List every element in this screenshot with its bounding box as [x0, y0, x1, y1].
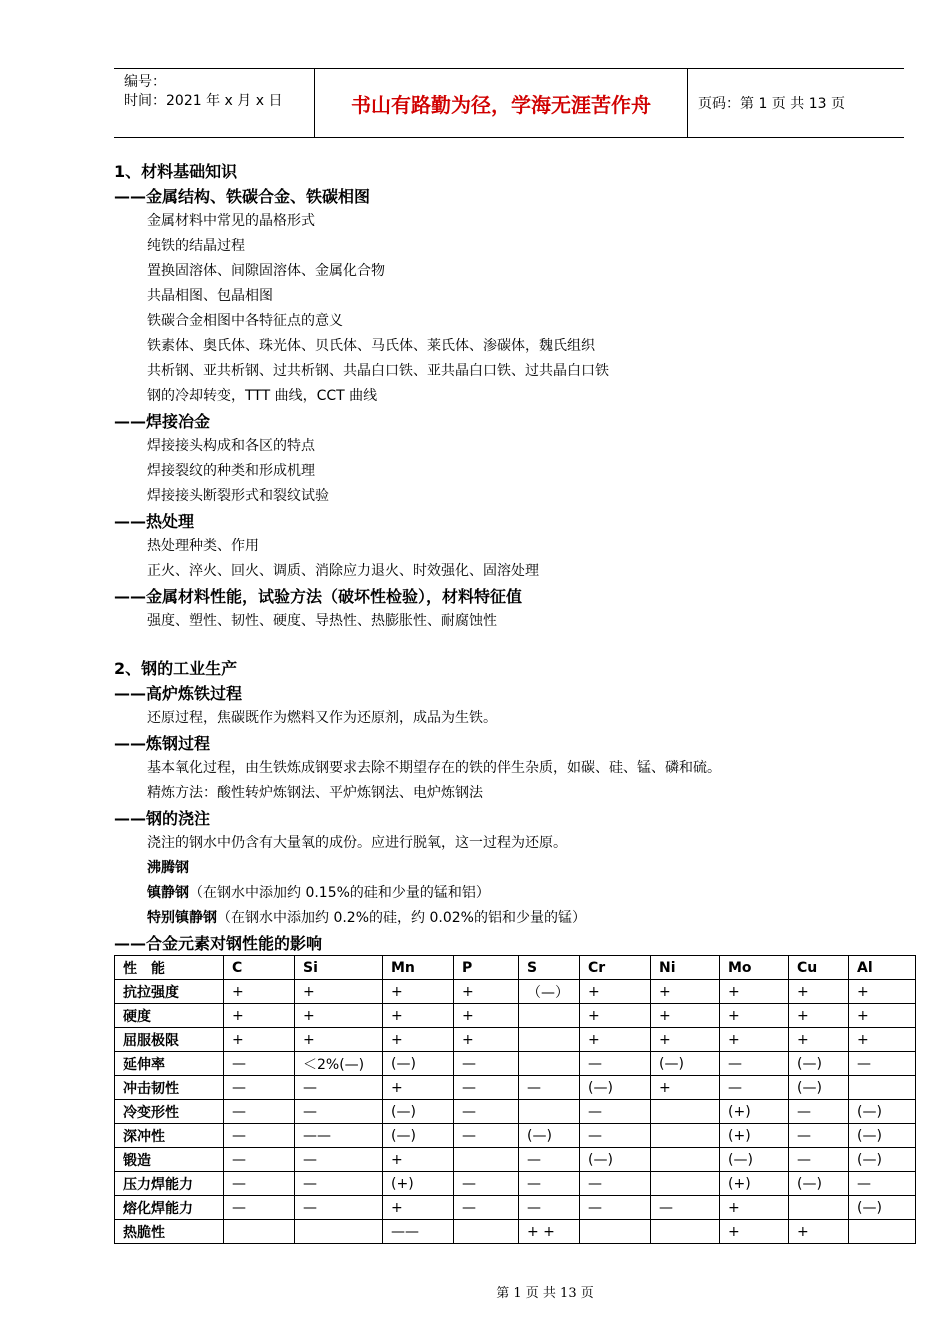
table-cell: ——	[383, 1220, 454, 1244]
page-footer: 第 1 页 共 13 页	[496, 1286, 594, 1301]
table-cell: (—)	[383, 1124, 454, 1148]
table-cell: (—)	[580, 1148, 651, 1172]
table-row	[115, 1196, 916, 1220]
table-cell: +	[651, 1028, 720, 1052]
killed-steel-note: （在钢水中添加约 0.15%的硅和少量的锰和铝）	[189, 885, 490, 901]
table-header-cell: 性 能	[115, 956, 224, 980]
table-cell: (—)	[519, 1124, 580, 1148]
table-cell: +	[720, 1220, 789, 1244]
table-header-cell: P	[454, 956, 519, 980]
list-item: 基本氧化过程，由生铁炼成钢要求去除不期望存在的铁的伴生杂质，如碳、硅、锰、磷和硫。	[147, 760, 721, 776]
table-cell	[454, 1148, 519, 1172]
table-cell: +	[383, 1004, 454, 1028]
list-item: 金属材料中常见的晶格形式	[147, 213, 315, 229]
table-cell: —	[224, 1124, 295, 1148]
table-cell: —	[519, 1148, 580, 1172]
list-item: 铁素体、奥氏体、珠光体、贝氏体、马氏体、莱氏体、渗碳体，魏氏组织	[147, 338, 595, 354]
table-cell	[295, 1220, 383, 1244]
table-row	[115, 1148, 916, 1172]
table-row-label: 延伸率	[115, 1052, 224, 1076]
table-cell: +	[580, 1028, 651, 1052]
table-cell: + +	[519, 1220, 580, 1244]
list-item: 精炼方法：酸性转炉炼钢法、平炉炼钢法、电炉炼钢法	[147, 785, 483, 801]
table-cell	[519, 1004, 580, 1028]
header-meta	[114, 69, 314, 137]
table-cell	[454, 1220, 519, 1244]
list-item: 浇注的钢水中仍含有大量氧的成份。应进行脱氧，这一过程为还原。	[147, 835, 567, 851]
table-header-cell: S	[519, 956, 580, 980]
table-cell: —	[519, 1076, 580, 1100]
table-cell: +	[651, 980, 720, 1004]
table-cell: +	[383, 980, 454, 1004]
list-item: 置换固溶体、间隙固溶体、金属化合物	[147, 263, 385, 279]
table-cell	[651, 1124, 720, 1148]
table-cell: ＜2%(—)	[295, 1052, 383, 1076]
table-cell: +	[454, 980, 519, 1004]
table-cell: +	[720, 1028, 789, 1052]
table-cell: —	[224, 1052, 295, 1076]
table-cell: +	[789, 1004, 849, 1028]
page-header	[114, 68, 904, 138]
spacer	[114, 634, 914, 657]
table-cell	[789, 1196, 849, 1220]
table-cell: —	[580, 1100, 651, 1124]
table-body	[115, 956, 916, 1244]
section-2-title: 2、钢的工业生产	[114, 659, 238, 678]
table-header-cell: Cu	[789, 956, 849, 980]
table-cell: —	[849, 1172, 916, 1196]
table-cell: —	[580, 1172, 651, 1196]
section-1-title: 1、材料基础知识	[114, 162, 238, 181]
table-cell: (—)	[651, 1052, 720, 1076]
table-cell: —	[519, 1196, 580, 1220]
table-cell: +	[580, 1004, 651, 1028]
table-cell: —	[580, 1196, 651, 1220]
table-cell: (—)	[383, 1100, 454, 1124]
table-cell: (—)	[849, 1148, 916, 1172]
table-cell	[651, 1100, 720, 1124]
table-header-cell: Si	[295, 956, 383, 980]
table-row-label: 锻造	[115, 1148, 224, 1172]
table-cell	[849, 1076, 916, 1100]
table-cell: +	[295, 980, 383, 1004]
table-row	[115, 980, 916, 1004]
table-cell: +	[295, 1028, 383, 1052]
table-cell: —	[295, 1196, 383, 1220]
table-cell: —	[295, 1148, 383, 1172]
killed-steel-term: 镇静钢	[147, 885, 189, 901]
table-cell: —	[580, 1124, 651, 1148]
special-killed-steel-note: （在钢水中添加约 0.2%的硅，约 0.02%的铝和少量的锰）	[217, 910, 586, 926]
list-item: 共晶相图、包晶相图	[147, 288, 273, 304]
table-row-label: 冷变形性	[115, 1100, 224, 1124]
table-row-label: 屈服极限	[115, 1028, 224, 1052]
table-cell: +	[789, 1028, 849, 1052]
table-cell: +	[454, 1028, 519, 1052]
table-cell: (—)	[789, 1172, 849, 1196]
header-motto: 书山有路勤为径，学海无涯苦作舟	[314, 69, 688, 137]
table-cell: —	[295, 1172, 383, 1196]
table-cell: (+)	[383, 1172, 454, 1196]
table-cell: —	[224, 1148, 295, 1172]
table-cell: —	[454, 1196, 519, 1220]
alloy-effects-table	[114, 955, 916, 1244]
table-row	[115, 1220, 916, 1244]
list-item: 铁碳合金相图中各特征点的意义	[147, 313, 343, 329]
table-cell	[580, 1220, 651, 1244]
table-cell: —	[295, 1076, 383, 1100]
table-cell: +	[383, 1076, 454, 1100]
table-cell: +	[849, 1028, 916, 1052]
table-cell: —	[789, 1148, 849, 1172]
table-row-label: 硬度	[115, 1004, 224, 1028]
table-header-row	[115, 956, 916, 980]
list-item: 焊接接头断裂形式和裂纹试验	[147, 488, 329, 504]
list-item: 热处理种类、作用	[147, 538, 259, 554]
table-cell: +	[383, 1196, 454, 1220]
table-cell: +	[789, 1220, 849, 1244]
table-cell: +	[789, 980, 849, 1004]
list-item: 还原过程，焦碳既作为燃料又作为还原剂，成品为生铁。	[147, 710, 497, 726]
table-cell: (—)	[849, 1196, 916, 1220]
table-cell: —	[224, 1172, 295, 1196]
table-cell: —	[789, 1100, 849, 1124]
table-row	[115, 1052, 916, 1076]
table-cell: —	[651, 1196, 720, 1220]
table-row-label: 深冲性	[115, 1124, 224, 1148]
list-item: 焊接裂纹的种类和形成机理	[147, 463, 315, 479]
table-row	[115, 1076, 916, 1100]
table-row	[115, 1028, 916, 1052]
table-cell	[651, 1172, 720, 1196]
table-header-cell: Mo	[720, 956, 789, 980]
subsection-title: ——合金元素对钢性能的影响	[114, 934, 323, 953]
table-header-cell: Mn	[383, 956, 454, 980]
table-cell: +	[720, 1196, 789, 1220]
table-cell: —	[454, 1076, 519, 1100]
table-cell: +	[720, 1004, 789, 1028]
table-cell: (—)	[789, 1076, 849, 1100]
table-header-cell: Cr	[580, 956, 651, 980]
table-header-cell: Al	[849, 956, 916, 980]
table-cell: (—)	[720, 1148, 789, 1172]
subsection-title: ——炼钢过程	[114, 734, 211, 753]
table-row-label: 冲击韧性	[115, 1076, 224, 1100]
table-cell: —	[454, 1124, 519, 1148]
table-cell: (—)	[789, 1052, 849, 1076]
table-cell: +	[224, 980, 295, 1004]
list-item-killed-steel	[114, 881, 914, 906]
table-row	[115, 1124, 916, 1148]
table-cell: —	[789, 1124, 849, 1148]
table-cell: —	[224, 1100, 295, 1124]
table-cell: (+)	[720, 1124, 789, 1148]
list-item-special-killed-steel	[114, 906, 914, 931]
table-cell: —	[454, 1172, 519, 1196]
subsection-title: ——钢的浇注	[114, 809, 211, 828]
table-cell: —	[224, 1076, 295, 1100]
table-cell	[519, 1100, 580, 1124]
subsection-title: ——金属材料性能，试验方法（破坏性检验），材料特征值	[114, 587, 523, 606]
list-item-boiling-steel: 沸腾钢	[147, 860, 189, 876]
table-row	[115, 1100, 916, 1124]
document-body	[114, 160, 914, 956]
list-item: 强度、塑性、韧性、硬度、导热性、热膨胀性、耐腐蚀性	[147, 613, 497, 629]
table-header-cell: Ni	[651, 956, 720, 980]
table-cell: —	[849, 1052, 916, 1076]
table-cell: (—)	[849, 1124, 916, 1148]
table-row-label: 热脆性	[115, 1220, 224, 1244]
table-cell: —	[519, 1172, 580, 1196]
table-row-label: 熔化焊能力	[115, 1196, 224, 1220]
list-item: 纯铁的结晶过程	[147, 238, 245, 254]
list-item: 钢的冷却转变，TTT 曲线，CCT 曲线	[147, 388, 378, 404]
table-cell: (+)	[720, 1100, 789, 1124]
table-cell	[519, 1028, 580, 1052]
list-item: 焊接接头构成和各区的特点	[147, 438, 315, 454]
document-date: 时间：2021 年 x 月 x 日	[124, 93, 283, 109]
table-cell: —	[720, 1076, 789, 1100]
table-row	[115, 1004, 916, 1028]
table-cell: —	[580, 1052, 651, 1076]
table-cell: —	[720, 1052, 789, 1076]
subsection-title: ——热处理	[114, 512, 195, 531]
subsection-title: ——焊接冶金	[114, 412, 211, 431]
table-cell: +	[224, 1004, 295, 1028]
table-row-label: 抗拉强度	[115, 980, 224, 1004]
table-cell	[651, 1148, 720, 1172]
table-cell: (—)	[580, 1076, 651, 1100]
table-cell: —	[295, 1100, 383, 1124]
list-item: 共析钢、亚共析钢、过共析钢、共晶白口铁、亚共晶白口铁、过共晶白口铁	[147, 363, 609, 379]
special-killed-steel-term: 特别镇静钢	[147, 910, 217, 926]
table-cell	[849, 1220, 916, 1244]
table-cell: —	[224, 1196, 295, 1220]
table-cell: (—)	[849, 1100, 916, 1124]
header-page-number: 页码：第 1 页 共 13 页	[698, 96, 845, 112]
table-cell: +	[224, 1028, 295, 1052]
table-cell: (+)	[720, 1172, 789, 1196]
table-cell: +	[849, 980, 916, 1004]
subsection-title: ——高炉炼铁过程	[114, 684, 243, 703]
subsection-title: ——金属结构、铁碳合金、铁碳相图	[114, 187, 371, 206]
table-cell: +	[720, 980, 789, 1004]
table-cell: +	[651, 1076, 720, 1100]
table-cell	[651, 1220, 720, 1244]
table-cell: +	[383, 1148, 454, 1172]
table-cell: +	[295, 1004, 383, 1028]
table-cell: ——	[295, 1124, 383, 1148]
document-number: 编号：	[124, 74, 166, 90]
table-cell: —	[454, 1100, 519, 1124]
table-cell: +	[580, 980, 651, 1004]
table-header-cell: C	[224, 956, 295, 980]
table-cell: +	[383, 1028, 454, 1052]
list-item: 正火、淬火、回火、调质、消除应力退火、时效强化、固溶处理	[147, 563, 539, 579]
table-cell	[224, 1220, 295, 1244]
table-cell: +	[651, 1004, 720, 1028]
table-cell: —	[454, 1052, 519, 1076]
table-cell: +	[454, 1004, 519, 1028]
table-row-label: 压力焊能力	[115, 1172, 224, 1196]
table-cell: +	[849, 1004, 916, 1028]
table-cell: （—）	[519, 980, 580, 1004]
table-row	[115, 1172, 916, 1196]
table-cell	[519, 1052, 580, 1076]
table-cell: (—)	[383, 1052, 454, 1076]
